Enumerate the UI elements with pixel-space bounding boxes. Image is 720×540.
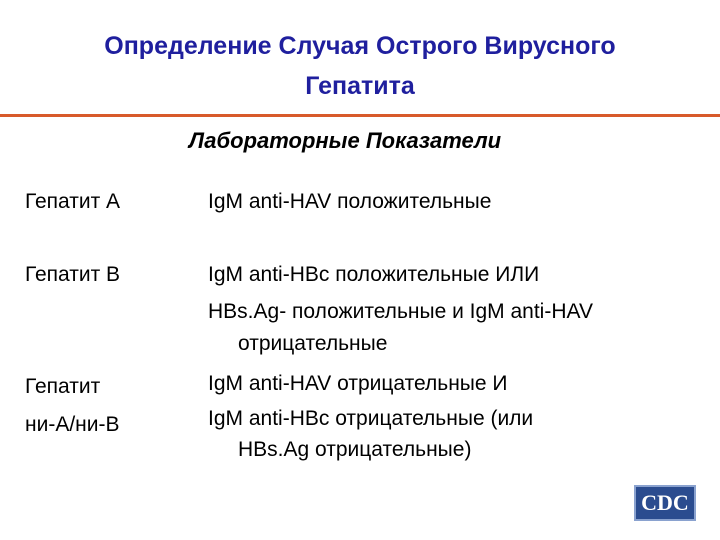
title-line-2: Гепатита <box>305 72 415 100</box>
title-divider <box>0 114 720 117</box>
section-subtitle: Лабораторные Показатели <box>188 128 502 153</box>
title-line-1: Определение Случая Острого Вирусного <box>104 32 616 60</box>
cdc-logo: CDC <box>634 485 696 521</box>
row-value-hepatitis-a-line-1: IgM anti-HAV положительные <box>208 190 492 213</box>
row-label-non-a-non-b-line-2: ни-А/ни-В <box>25 413 120 436</box>
row-label-hepatitis-b: Гепатит В <box>25 263 121 286</box>
slide-title <box>20 26 700 106</box>
row-value-hepatitis-b-line-2: HBs.Ag- положительные и IgM anti-HAV <box>208 300 593 323</box>
row-value-non-a-non-b-line-3: HBs.Ag отрицательные) <box>238 438 472 461</box>
row-label-hepatitis-a: Гепатит А <box>25 190 121 213</box>
row-label-non-a-non-b-line-1: Гепатит <box>25 375 101 398</box>
row-value-non-a-non-b-line-2: IgM anti-HBc отрицательные (или <box>208 407 534 430</box>
row-value-hepatitis-b-line-1: IgM anti-HBc положительные ИЛИ <box>208 263 540 286</box>
row-value-hepatitis-b-line-3: отрицательные <box>238 332 388 355</box>
row-value-non-a-non-b-line-1: IgM anti-HAV отрицательные И <box>208 372 508 395</box>
